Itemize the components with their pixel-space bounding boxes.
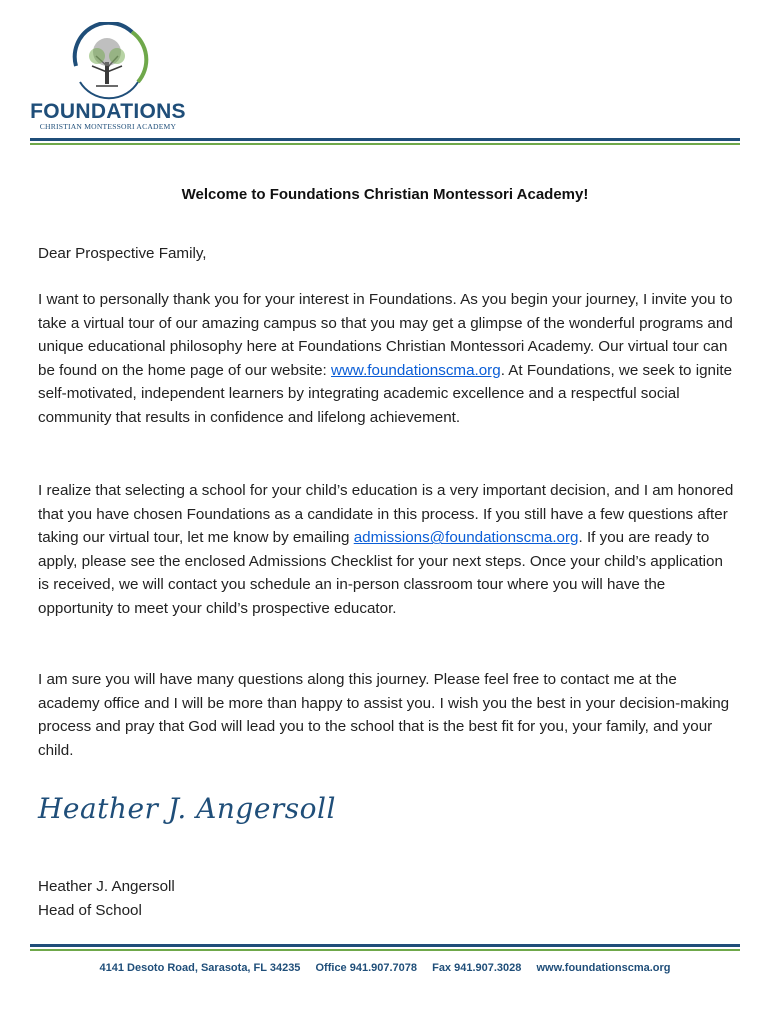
footer-website: www.foundationscma.org xyxy=(536,962,671,974)
signer-block xyxy=(38,875,175,922)
footer-divider xyxy=(30,944,740,951)
header-divider xyxy=(30,138,740,145)
paragraph-3: I am sure you will have many questions along this journey. Please feel free to contact me at the academy office and I will be more than happy to assist you. I wish you the best in your decision-making process and pray that God will lead you to the school that is the best fit for you, your family, and your child. xyxy=(38,671,730,759)
footer xyxy=(0,962,770,974)
logo-subtitle: CHRISTIAN MONTESSORI ACADEMY xyxy=(39,122,177,131)
letter-heading: Welcome to Foundations Christian Montessori Academy! xyxy=(181,186,589,203)
salutation: Dear Prospective Family, xyxy=(38,245,207,262)
tree-icon xyxy=(66,22,150,102)
footer-fax: Fax 941.907.3028 xyxy=(432,962,522,974)
logo-name: FOUNDATIONS xyxy=(30,100,186,123)
signer-name: Heather J. Angersoll xyxy=(38,878,175,895)
footer-address: 4141 Desoto Road, Sarasota, FL 34235 xyxy=(99,962,301,974)
footer-office-phone: Office 941.907.7078 xyxy=(315,962,418,974)
paragraph-2-text-end: . If you are ready to apply, please see the enclosed Admissions Checklist for your next steps. Once your child’s application is received, we will contact you schedule an in-person classroom tour where you will have the opportunity to meet your child’s prospective educator. xyxy=(38,529,723,617)
paragraph-2-text: I realize that selecting a school for your child’s education is a very important decision, and I am honored that you have chosen Foundations as a candidate in this process. If you still have a few questions after taking our virtual tour, let me know by emailing xyxy=(38,482,734,547)
signer-title: Head of School xyxy=(38,901,142,919)
paragraph-1-text-end: . At Foundations, we seek to ignite self-motivated, independent learners by integrating academic excellence and a respectful social community that results in confidence and lifelong achievement. xyxy=(38,361,733,426)
paragraph-2 xyxy=(38,479,738,621)
admissions-email-link[interactable]: admissions@foundationscma.org xyxy=(353,529,579,547)
school-logo xyxy=(28,22,188,134)
paragraph-1 xyxy=(38,288,738,430)
handwritten-signature: Heather J. Angersoll xyxy=(38,792,336,825)
website-link[interactable]: www.foundationscma.org xyxy=(331,361,501,379)
paragraph-1-text: I want to personally thank you for your interest in Foundations. As you begin your journey, I invite you to take a virtual tour of our amazing campus so that you may get a glimpse of the wonderful programs and unique educational philosophy here at Foundations Christian Montessori Academy. Our virtual tour can be found on the home page of our website: xyxy=(38,291,733,379)
